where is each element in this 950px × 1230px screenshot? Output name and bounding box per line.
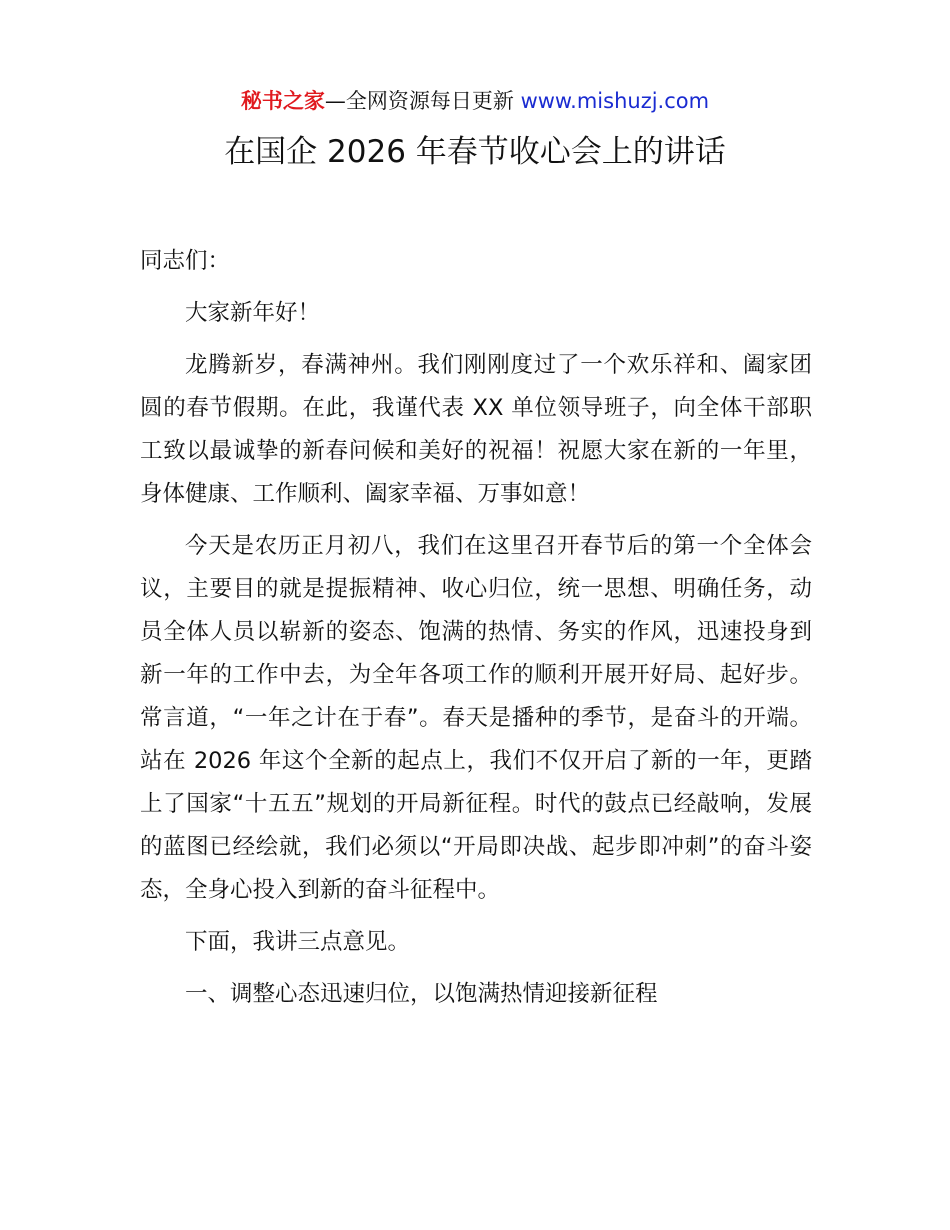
header-slogan: —全网资源每日更新 <box>324 89 514 113</box>
paragraph-three-points: 下面，我讲三点意见。 <box>185 929 411 955</box>
document-title: 在国企 2026 年春节收心会上的讲话 <box>224 134 726 170</box>
salutation: 同志们： <box>140 248 231 274</box>
paragraph-meeting-purpose: 今天是农历正月初八，我们在这里召开春节后的第一个全体会议，主要目的就是提振精神、收心归位，统一思想、明确任务，动员全体人员以崭新的姿态、饱满的热情、务实的作风，迅速投身到新一年的工作中去，为全年各项工作的顺利开展开好局、起好步。常言道，“一年之计在于春”。春天是播种的季节，是奋斗的开端。站在 2026 年这个全新的起点上，我们不仅开启了新的一年，更踏上了国家“十五五”规划的开局新征程。时代的鼓点已经敲响，发展的蓝图已经绘就，我们必须以“开局即决战、起步即冲刺”的奋斗姿态，全身心投入到新的奋斗征程中。 <box>140 533 812 903</box>
paragraph-greeting: 大家新年好！ <box>185 300 321 326</box>
document-body <box>140 240 812 1025</box>
paragraph-new-year-wishes: 龙腾新岁，春满神州。我们刚刚度过了一个欢乐祥和、阖家团圆的春节假期。在此，我谨代表 XX 单位领导班子，向全体干部职工致以最诚挚的新春问候和美好的祝福！祝愿大家在新的一年里，身体健康、工作顺利、阖家幸福、万事如意！ <box>140 352 812 507</box>
brand-name: 秘书之家 <box>240 89 325 113</box>
site-header <box>0 86 950 116</box>
section-heading-1: 一、调整心态迅速归位，以饱满热情迎接新征程 <box>185 981 658 1007</box>
site-url-link[interactable]: www.mishuzj.com <box>520 89 710 113</box>
